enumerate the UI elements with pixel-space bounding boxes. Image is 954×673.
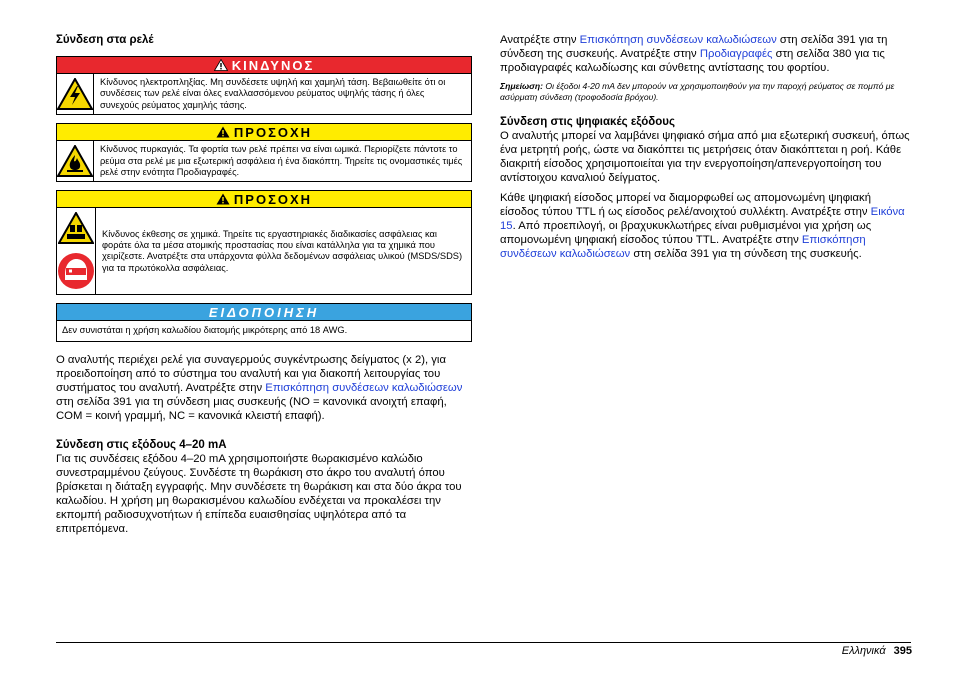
digital-input-heading: Σύνδεση στις ψηφιακές εξόδους <box>500 116 675 128</box>
analog-output-heading: Σύνδεση στις εξόδους 4–20 mA <box>56 438 227 451</box>
fire-hazard-icon <box>57 145 93 177</box>
caution-title: ΠΡΟΣΟΧΗ <box>233 124 313 140</box>
chemical-hazard-icon <box>58 212 94 244</box>
footer-language: Ελληνικά <box>841 645 886 657</box>
caution-header <box>57 191 471 208</box>
danger-box <box>56 56 472 115</box>
footer-divider <box>56 642 911 643</box>
wiring-overview-link[interactable]: Επισκόπηση συνδέσεων καλωδιώσεων <box>579 34 777 46</box>
caution-box-fire <box>56 123 472 182</box>
notice-text: Δεν συνιστάται η χρήση καλωδίου διατομής μικρότερης από 18 AWG. <box>62 325 348 336</box>
relay-paragraph: Ο αναλυτής περιέχει ρελέ για συναγερμούς συγκέντρωσης δείγματος (x 2), για προειδοποίηση από το σύστημα του αναλυτή και για διακοπή λειτουργίας του συστήματος του αναλυτή. Ανατρέξτε στην Επισκόπηση συνδέσεων καλωδιώσεων στη σελίδα 391 για τη σύνδεση μιας συσκευής (NO = κανονικά ανοιχτή επαφή, COM = κοινή γραμμή, NC = κανονικά κλειστή επαφή). <box>56 353 463 422</box>
face-protection-icon <box>57 252 95 290</box>
caution-chemical-text: Κίνδυνος έκθεσης σε χημικά. Τηρείτε τις εργαστηριακές διαδικασίες ασφάλειας και φοράτε όλα τα μέσα ατομικής προστασίας που είναι κατάλληλα για τα χημικά που χειρίζεστε. Ανατρέξτε στα υπάρχοντα φύλλα δεδομένων ασφάλειας υλικού (MSDS/SDS) για τα πρωτόκολλα ασφάλειας. <box>102 228 463 273</box>
warning-triangle-icon <box>216 126 230 138</box>
notice-box <box>56 303 472 341</box>
analog-output-paragraph: Για τις συνδέσεις εξόδου 4–20 mA χρησιμοποιήστε θωρακισμένο καλώδιο συνεστραμμένου ζεύγους. Συνδέστε τη θωράκιση στο άκρο του αναλυτή όπου βρίσκεται η διάταξη εγγραφής. Μην συνδέσετε τη θωράκιση και στα δύο άκρα του καλωδίου. Η χρήση μη θωρακισμένου καλωδίου ενδέχεται να προκαλέσει την εκπομπή ραδιοσυχνοτήτων ή επίπεδα ευαισθησίας υψηλότερα από τα επιτρεπόμενα. <box>56 452 462 535</box>
digital-input-config-paragraph: Κάθε ψηφιακή είσοδος μπορεί να διαμορφωθεί ως απομονωμένη ψηφιακή είσοδος τύπου TTL ή ως είσοδος ρελέ/ανοιχτού συλλέκτη. Ανατρέξτε στην Εικόνα 15. Από προεπιλογή, οι βραχυκυκλωτήρες είναι ρυθμισμένοι για χρήση ως απομονωμένη ψηφιακή είσοδος τύπου TTL. Ανατρέξτε στην Επισκόπηση συνδέσεων καλωδιώσεων στη σελίδα 391 για τη σύνδεση της συσκευής. <box>500 192 905 260</box>
note-label: Σημείωση: <box>500 81 543 91</box>
caution-header <box>57 124 471 141</box>
warning-triangle-icon <box>216 193 230 205</box>
page-footer <box>842 645 912 657</box>
danger-text: Κίνδυνος ηλεκτροπληξίας. Μη συνδέσετε υψηλή και χαμηλή τάση. Βεβαιωθείτε ότι οι συνδέσεις των ρελέ είναι όλες εναλλασσόμενου ρεύματος υψηλής τάσης ή όλες συνεχούς ρεύματος χαμηλής τάσης. <box>100 77 446 110</box>
figure-15-link[interactable]: Εικόνα 15 <box>500 206 905 232</box>
wiring-overview-link[interactable]: Επισκόπηση συνδέσεων καλωδιώσεων <box>500 234 866 260</box>
caution-chemical-icons <box>57 208 96 294</box>
electrical-hazard-icon <box>57 78 93 110</box>
specifications-link[interactable]: Προδιαγραφές <box>699 48 773 60</box>
caution-fire-text: Κίνδυνος πυρκαγιάς. Τα φορτία των ρελέ πρέπει να είναι ωμικά. Περιορίζετε πάντοτε το ρεύμα στα ρελέ με μια εξωτερική ασφάλεια ή ένα διακόπτη. Τηρείτε τις ονομαστικές τιμές ρελέ στην ενότητα Προδιαγραφές. <box>100 144 463 178</box>
wiring-reference-paragraph: Ανατρέξτε στην Επισκόπηση συνδέσεων καλωδιώσεων στη σελίδα 391 για τη σύνδεση της συσκευής. Ανατρέξτε στην Προδιαγραφές στη σελίδα 380 για τις προδιαγραφές καλωδίωσης και σύνθετης αντίστασης του φορτίου. <box>500 34 888 74</box>
page-number: 395 <box>893 645 912 657</box>
danger-icons <box>57 74 94 114</box>
wiring-overview-link[interactable]: Επισκόπηση συνδέσεων καλωδιώσεων <box>265 381 463 394</box>
relay-heading: Σύνδεση στα ρελέ <box>56 34 154 46</box>
caution-title: ΠΡΟΣΟΧΗ <box>233 191 313 207</box>
danger-header <box>57 57 471 74</box>
right-column <box>500 33 910 261</box>
note: Σημείωση: Οι έξοδοι 4-20 mA δεν μπορούν να χρησιμοποιηθούν για την παροχή ρεύματος σε πομπό με ασύρματη σύνδεση (τροφοδοσία βρόχου). <box>500 81 895 102</box>
digital-input-paragraph: Ο αναλυτής μπορεί να λαμβάνει ψηφιακό σήμα από μια εξωτερική συσκευή, όπως ένα μετρητή ροής, ώστε να διακόπτει τις μετρήσεις όταν διακόπτεται η ροή. Κάθε διακριτή είσοδος χρησιμοποιείται για την ενεργοποίηση/απενεργοποίηση του αντίστοιχου καναλιού δείγματος. <box>500 130 910 184</box>
warning-triangle-icon <box>214 59 228 71</box>
caution-fire-icons <box>57 141 94 181</box>
notice-header: ΕΙΔΟΠΟΙΗΣΗ <box>57 304 471 321</box>
danger-title: ΚΙΝΔΥΝΟΣ <box>231 57 315 73</box>
left-column <box>56 33 472 536</box>
caution-box-chemical <box>56 190 472 295</box>
